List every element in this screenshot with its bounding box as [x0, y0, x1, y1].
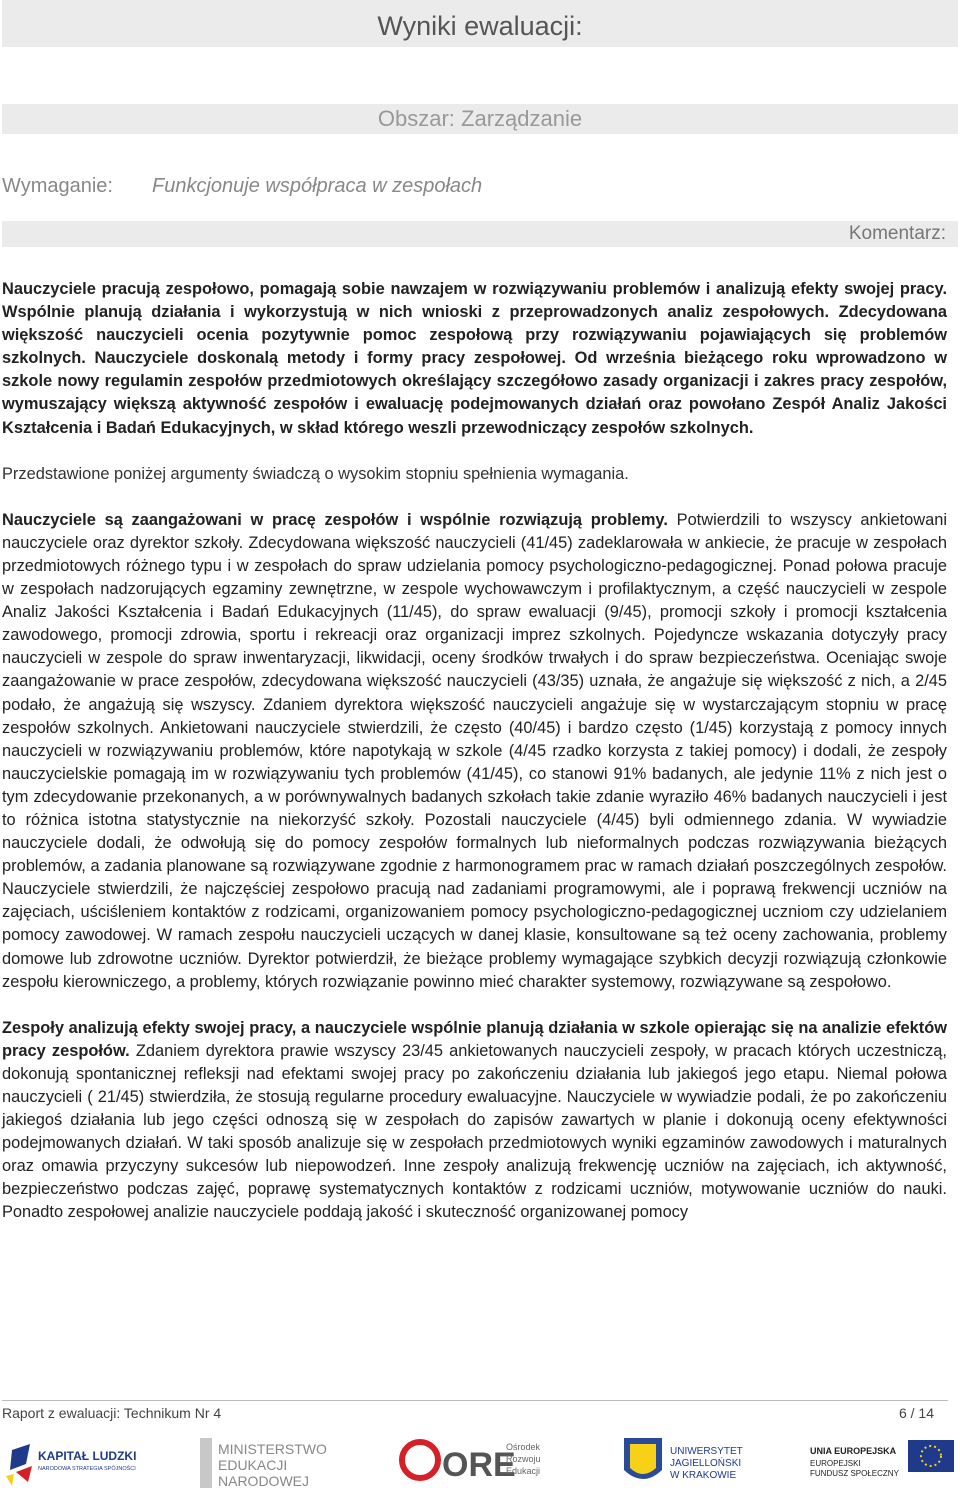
page-title-bar: [2, 0, 958, 47]
kapital-ludzki-logo: [4, 1430, 144, 1508]
requirement-label: Wymaganie:: [2, 175, 113, 197]
uj-line2: JAGIELLOŃSKI: [670, 1458, 742, 1469]
requirement-value: Funkcjonuje współpraca w zespołach: [152, 175, 483, 197]
comment-bar: [2, 221, 958, 247]
ministerstwo-logo: [196, 1430, 346, 1508]
uj-line3: W KRAKOWIE: [670, 1470, 737, 1481]
engagement-paragraph: [2, 509, 947, 994]
kapital-line1: KAPITAŁ LUDZKI: [38, 1449, 137, 1463]
footer-page-number: 6 / 14: [898, 1405, 934, 1421]
analysis-paragraph: [2, 1017, 947, 1225]
ministerstwo-line3: NARODOWEJ: [218, 1473, 309, 1489]
intro-paragraph: Przedstawione poniżej argumenty świadczą o wysokim stopniu spełnienia wymagania.: [2, 464, 629, 483]
ue-line3: FUNDUSZ SPOŁECZNY: [810, 1469, 899, 1478]
page-title: Wyniki ewaluacji:: [377, 11, 583, 41]
kapital-line2: NARODOWA STRATEGIA SPÓJNOŚCI: [38, 1466, 136, 1472]
ue-line1: UNIA EUROPEJSKA: [810, 1446, 897, 1456]
ministerstwo-line2: EDUKACJI: [218, 1457, 288, 1473]
summary-paragraph: Nauczyciele pracują zespołowo, pomagają sobie nawzajem w rozwiązywaniu problemów i analizują efekty swojej pracy. Wspólnie planują działania i wykorzystują w nich wnioski z przeprowadzonych analiz zespołowych. Zdecydowana większość nauczycieli ocenia pozytywnie pomoc zespołową przy rozwiązywaniu pojawiających się problemów szkolnych. Nauczyciele doskonalą metody i formy pracy zespołowej. Od września bieżącego roku wprowadzono w szkole nowy regulamin zespołów przedmiotowych określający szczegółowo zasady organizacji i zakres pracy zespołów, wymuszający większą aktywność zespołów i ewaluację podejmowanych działań oraz powołano Zespół Analiz Jakości Kształcenia i Badań Edukacyjnych, w skład którego weszli przewodniczący zespołów szkolnych.: [2, 280, 947, 437]
eu-flag-icon: [908, 1440, 954, 1472]
ore-logo: [398, 1430, 558, 1508]
uj-line1: UNIWERSYTET: [670, 1446, 743, 1457]
ore-line2: Rozwoju: [506, 1454, 541, 1464]
engagement-heading: Nauczyciele są zaangażowani w pracę zespołów i wspólnie rozwiązują problemy.: [2, 510, 668, 529]
footer: [2, 1404, 934, 1422]
ore-line1: Ośrodek: [506, 1442, 541, 1452]
eu-logo: [808, 1430, 958, 1508]
analysis-heading: Zespoły analizują efekty swojej pracy, a nauczyciele wspólnie planują działania w szkole opierając się na analizie efektów pracy zespołów.: [2, 1018, 947, 1060]
footer-report-title: Raport z ewaluacji: Technikum Nr 4: [2, 1405, 222, 1421]
uj-logo: [618, 1430, 768, 1508]
comment-label: Komentarz:: [848, 223, 946, 244]
ore-line3: Edukacji: [506, 1466, 541, 1476]
ministerstwo-line1: MINISTERSTWO: [218, 1441, 327, 1457]
evaluation-content: [2, 278, 947, 1225]
area-bar: [2, 104, 958, 134]
ore-text: ORE: [442, 1446, 516, 1484]
footer-divider: [2, 1400, 948, 1401]
logo-strip: [0, 1430, 960, 1508]
engagement-body: Potwierdzili to wszyscy ankietowani nauczyciele oraz dyrektor szkoły. Zdecydowana większość nauczycieli (41/45) zadeklarowała w ankiecie, że pracuje w zespołach przedmiotowych różnego typu i w zespołach do spraw udzielania pomocy psychologiczno-pedagogicznej. Ponad połowa pracuje w zespołach nadzorujących egzaminy zewnętrzne, w zespole wychowawczym i profilaktycznym, a część nauczycieli w zespole Analiz Jakości Kształcenia i Badań Edukacyjnych (11/45), do spraw ewaluacji (9/45), promocji szkoły i promocji kształcenia zawodowego, promocji zdrowia, sportu i rekreacji oraz organizacji imprez szkolnych. Pojedyncze wskazania dotyczyły pracy nauczycieli w zespole do spraw inwentaryzacji, likwidacji, oceny środków trwałych i do spraw bezpieczeństwa. Oceniając swoje zaangażowanie w prace zespołów, zdecydowana większość nauczycieli (43/35) uznała, że angażuje się większość z nich, a 2/45 podało, że angażują się wszyscy. Zdaniem dyrektora większość nauczycieli angażuje się w wystarczającym stopniu w pracę zespołów szkolnych. Ankietowani nauczyciele stwierdzili, że często (40/45) i bardzo często (1/45) korzystają z pomocy innych nauczycieli w rozwiązywaniu problemów, które napotykają w szkole (4/45 rzadko korzysta z takiej pomocy) i dodali, że zespoły nauczycielskie pomagają im w rozwiązywaniu tych problemów (41/45), co stanowi 91% badanych, ale jedynie 11% z nich jest o tym zdecydowanie przekonanych, a w porównywalnych badanych szkołach takie zdanie wyraziło 46% badanych nauczycieli i jest to różnica istotna statystycznie na niekorzyść szkoły. Pozostali nauczyciele (4/45) byli odmiennego zdania. W wywiadzie nauczyciele dodali, że odwołują się do pomocy zespołów formalnych lub nieformalnych podczas rozwiązywania bieżących problemów, a zadania planowane są rozwiązywane zgodnie z harmonogramem prac w ramach działań poszczególnych zespołów. Nauczyciele stwierdzili, że najczęściej zespołowo pracują nad zadaniami programowymi, ale i poprawą frekwencji uczniów na zajęciach, uściśleniem kontaktów z rodzicami, organizowaniem pomocy psychologiczno-pedagogicznej uczniom czy udzielaniem pomocy zawodowej. W ramach zespołu nauczycieli uczących w danej klasie, konsultowane są też oceny zachowania, problemy domowe lub zdrowotne uczniów. Dyrektor potwierdził, że bieżące problemy wymagające szybkich decyzji rozwiązują członkowie zespołu kierowniczego, a problemy, których rozwiązanie powinno mieć charakter systemowy, rozwiązywane są zespołowo.: [2, 510, 947, 991]
ue-line2: EUROPEJSKI: [810, 1459, 861, 1468]
analysis-body: Zdaniem dyrektora prawie wszyscy 23/45 ankietowanych nauczycieli zespoły, w pracach których uczestniczą, dokonują spontanicznej refleksji nad efektami swojej pracy po zakończeniu działania lub jakiegoś jego etapu. Niemal połowa nauczycieli ( 21/45) stwierdziła, że stosują regularne procedury ewaluacyjne. Nauczyciele w wywiadzie podali, że po zakończeniu jakiegoś działania lub jego części odnoszą się w zespołach do zapisów zawartych w planie i dokonują oceny efektywności podejmowanych działań. W taki sposób analizuje się w zespołach przedmiotowych wyniki egzaminów zawodowych i maturalnych oraz omawia przyczyny sukcesów lub niepowodzeń. Inne zespoły analizują frekwencję uczniów na zajęciach, ich aktywność, bezpieczeństwo podczas zajęć, poprawę systematycznych kontaktów z rodzicami uczniów, motywowanie uczniów do nauki. Ponadto zespołowej analizie nauczyciele poddają jakość i skuteczność organizowanej pomocy: [2, 1041, 947, 1222]
requirement-row: [2, 172, 482, 200]
area-label: Obszar: Zarządzanie: [377, 106, 583, 131]
